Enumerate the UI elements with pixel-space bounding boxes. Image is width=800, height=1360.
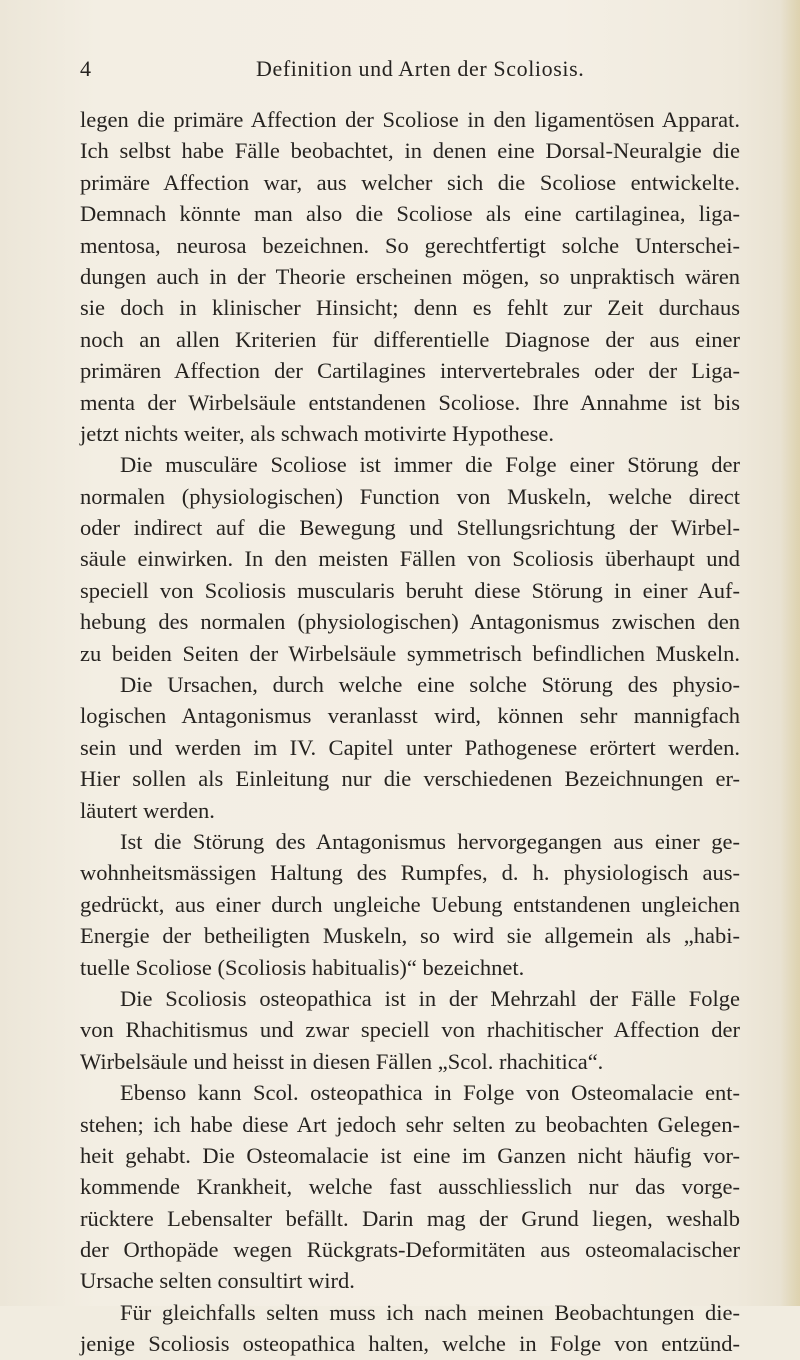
text-line: primäre Affection war, aus welcher sich die Scoliose entwickelte. bbox=[80, 169, 740, 195]
text-line: primären Affection der Cartilagines intervertebrales oder der Liga- bbox=[80, 358, 740, 384]
body-text bbox=[80, 104, 740, 1360]
text-line: Wirbelsäule und heisst in diesen Fällen „Scol. rhachitica“. bbox=[80, 1048, 604, 1074]
text-line: der Orthopäde wegen Rückgrats-Deformitäten aus osteomalacischer bbox=[80, 1237, 740, 1263]
header-title: Definition und Arten der Scoliosis. bbox=[256, 56, 585, 81]
text-line: Energie der betheiligten Muskeln, so wird sie allgemein als „habi- bbox=[80, 923, 740, 949]
text-line: Für gleichfalls selten muss ich nach meinen Beobachtungen die- bbox=[120, 1299, 740, 1325]
page-number: 4 bbox=[80, 56, 92, 81]
page-edge-shadow bbox=[780, 0, 800, 1306]
text-line: mentosa, neurosa bezeichnen. So gerechtfertigt solche Unterschei- bbox=[80, 232, 740, 258]
text-line: legen die primäre Affection der Scoliose in den ligamentösen Apparat. bbox=[80, 107, 740, 132]
text-line: gedrückt, aus einer durch ungleiche Uebung entstandenen ungleichen bbox=[80, 891, 740, 917]
text-line: Hier sollen als Einleitung nur die verschiedenen Bezeichnungen er- bbox=[80, 766, 740, 792]
text-line: zu beiden Seiten der Wirbelsäule symmetrisch befindlichen Muskeln. bbox=[80, 640, 740, 666]
text-line: tuelle Scoliose (Scoliosis habitualis)“ bezeichnet. bbox=[80, 954, 525, 980]
text-line: säule einwirken. In den meisten Fällen von Scoliosis überhaupt und bbox=[80, 546, 740, 572]
text-line: noch an allen Kriterien für differentielle Diagnose der aus einer bbox=[80, 326, 740, 352]
text-line: Ebenso kann Scol. osteopathica in Folge von Osteomalacie ent- bbox=[120, 1080, 740, 1106]
text-line: logischen Antagonismus veranlasst wird, können sehr mannigfach bbox=[80, 703, 740, 729]
text-line: heit gehabt. Die Osteomalacie ist eine im Ganzen nicht häufig vor- bbox=[80, 1142, 740, 1168]
text-line: kommende Krankheit, welche fast ausschliesslich nur das vorge- bbox=[80, 1174, 740, 1200]
text-line: jenige Scoliosis osteopathica halten, welche in Folge von entzünd- bbox=[80, 1331, 740, 1357]
text-line: speciell von Scoliosis muscularis beruht diese Störung in einer Auf- bbox=[80, 577, 740, 603]
text-line: sein und werden im IV. Capitel unter Pathogenese erörtert werden. bbox=[80, 734, 740, 760]
text-line: Die Ursachen, durch welche eine solche Störung des physio- bbox=[120, 672, 740, 698]
text-line: oder indirect auf die Bewegung und Stellungsrichtung der Wirbel- bbox=[80, 515, 740, 541]
text-line: wohnheitsmässigen Haltung des Rumpfes, d. h. physiologisch aus- bbox=[80, 860, 740, 886]
text-line: stehen; ich habe diese Art jedoch sehr selten zu beobachten Gelegen- bbox=[80, 1111, 740, 1137]
text-line: sie doch in klinischer Hinsicht; denn es fehlt zur Zeit durchaus bbox=[80, 295, 740, 321]
text-line: hebung des normalen (physiologischen) Antagonismus zwischen den bbox=[80, 609, 740, 635]
text-line: Ist die Störung des Antagonismus hervorgegangen aus einer ge- bbox=[120, 828, 740, 854]
text-line: rücktere Lebensalter befällt. Darin mag der Grund liegen, weshalb bbox=[80, 1205, 740, 1231]
text-line: Ursache selten consultirt wird. bbox=[80, 1268, 355, 1294]
text-line: dungen auch in der Theorie erscheinen mögen, so unpraktisch wären bbox=[80, 263, 740, 289]
text-line: normalen (physiologischen) Function von Muskeln, welche direct bbox=[80, 483, 740, 509]
text-line: Demnach könnte man also die Scoliose als eine cartilaginea, liga- bbox=[80, 201, 740, 227]
text-line: läutert werden. bbox=[80, 797, 215, 823]
text-line: menta der Wirbelsäule entstandenen Scoliose. Ihre Annahme ist bis bbox=[80, 389, 740, 415]
running-head bbox=[80, 56, 740, 96]
text-line: jetzt nichts weiter, als schwach motivirte Hypothese. bbox=[80, 420, 554, 446]
text-line: Die musculäre Scoliose ist immer die Folge einer Störung der bbox=[120, 452, 740, 478]
text-line: Ich selbst habe Fälle beobachtet, in denen eine Dorsal-Neuralgie die bbox=[80, 138, 740, 164]
text-line: Die Scoliosis osteopathica ist in der Mehrzahl der Fälle Folge bbox=[120, 985, 740, 1011]
text-line: von Rhachitismus und zwar speciell von rhachitischer Affection der bbox=[80, 1017, 740, 1043]
